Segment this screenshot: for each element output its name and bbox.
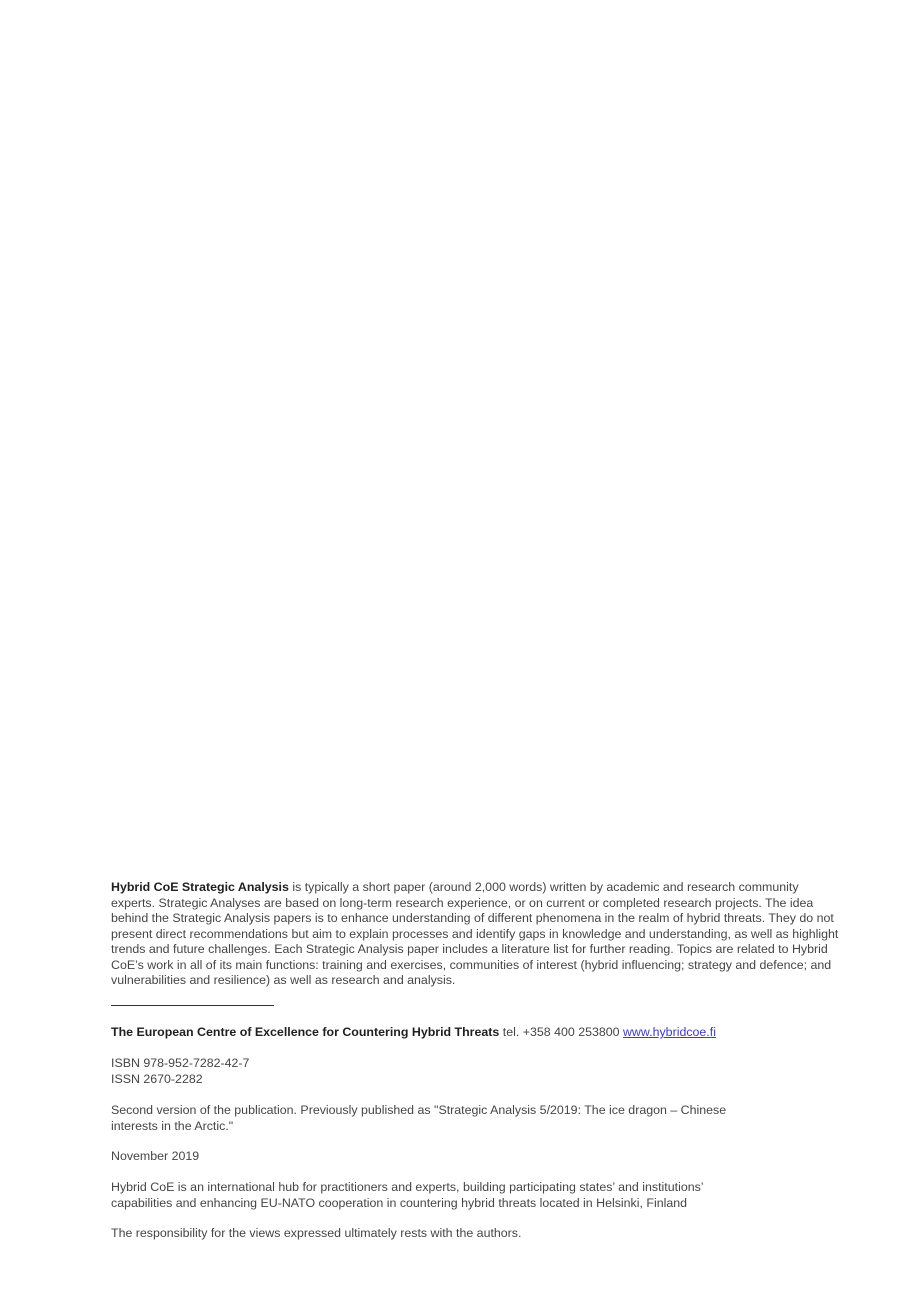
responsibility-disclaimer: The responsibility for the views expressed ultimately rests with the authors. (111, 1226, 522, 1240)
strategic-analysis-body: is typically a short paper (around 2,000 words) written by academic and research community experts. Strategic Analyses are based on long-term research experience, or on current or completed research projects. The idea behind the Strategic Analysis papers is to enhance understanding of different phenomena in the realm of hybrid threats. They do not present direct recommendations but aim to explain processes and identify gaps in knowledge and understanding, as well as highlight trends and future challenges. Each Strategic Analysis paper includes a literature list for further reading. Topics are related to Hybrid CoE’s work in all of its main functions: training and exercises, communities of interest (hybrid influencing; strategy and defence; and vulnerabilities and resilience) as well as research and analysis. (111, 880, 839, 987)
issn: ISSN 2670-2282 (111, 1071, 203, 1086)
publication-date: November 2019 (111, 1149, 200, 1163)
identifiers (111, 1056, 846, 1087)
telephone: tel. +358 400 253800 (499, 1025, 623, 1039)
about-hybrid-coe: Hybrid CoE is an international hub for practitioners and experts, building participating states’ and institutions’ capabilities and enhancing EU-NATO cooperation in countering hybrid threats located in Helsinki, Finland (111, 1180, 704, 1210)
isbn: ISBN 978-952-7282-42-7 (111, 1056, 250, 1070)
website-link[interactable]: www.hybridcoe.fi (622, 1025, 716, 1039)
section-divider (111, 1005, 274, 1006)
strategic-analysis-description (111, 880, 846, 989)
strategic-analysis-title: Hybrid CoE Strategic Analysis (111, 880, 289, 894)
version-note: Second version of the publication. Previously published as "Strategic Analysis 5/2019: The ice dragon – Chinese interests in the Arctic." (111, 1103, 727, 1133)
organization-name: The European Centre of Excellence for Countering Hybrid Threats (111, 1025, 500, 1039)
contact-line (111, 1025, 846, 1041)
